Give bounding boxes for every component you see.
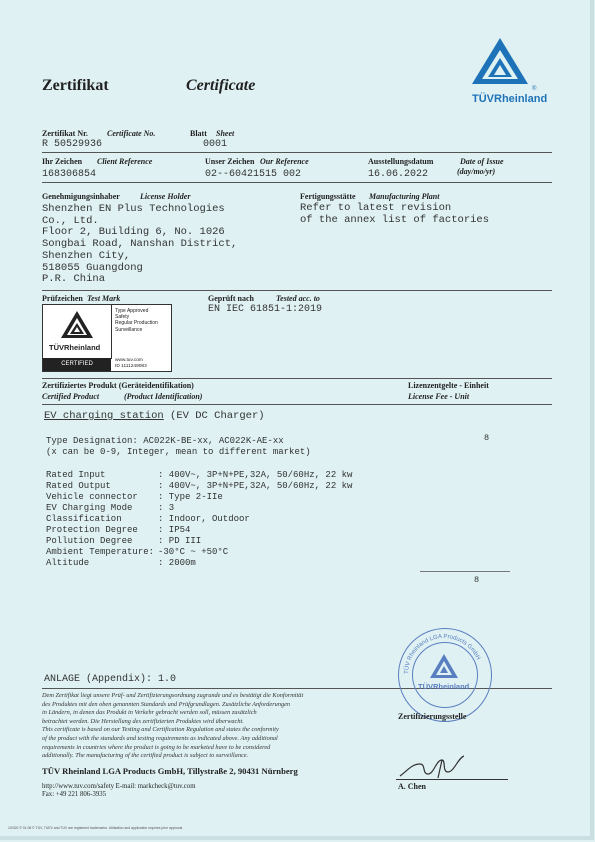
signatory-name: A. Chen [398,782,427,791]
address-line: Floor 2, Building 6, No. 1026 [42,226,225,239]
type-note: (x can be 0-9, Integer, mean to different market) [46,447,311,457]
spec-row [46,536,201,546]
issue-date-value: 16.06.2022 [368,169,429,180]
sheet-label-en: Sheet [216,129,235,138]
client-ref-value: 168306854 [42,169,97,180]
spec-label: Classification [46,514,122,524]
fineprint-line: in Ländern, in denen das Produkt in Verkehr gebracht werden soll, müssen zusätzlich [42,709,257,717]
fineprint-line: This certificate is based on our Testing and Certification Regulation and states the conformity [42,726,279,734]
spec-row [46,503,174,513]
mark-line: Regular Production [115,320,158,327]
mark-line: Safety [115,314,130,321]
divider [42,182,552,183]
spec-label: Rated Input [46,470,106,480]
spec-value: : 400V~, 3P+N+PE,32A, 50/60Hz, 22 kw [158,470,353,480]
test-mark-box [42,304,172,372]
contact-line-1: http://www.tuv.com/safety E-mail: markcheck@tuv.com [42,783,196,790]
mark-line: Type Approved [115,308,149,314]
mark-line: Surveillance [115,326,143,333]
product-label-en2: (Product Identification) [124,392,203,401]
divider [42,290,552,291]
plant-line: of the annex list of factories [300,213,490,226]
fee-underline [420,571,510,572]
spec-value: : 3 [158,503,175,513]
title-english: Certificate [186,77,256,94]
fineprint-line: requirements in countries where the product is going to be marketed have to be considered [42,743,271,751]
license-holder-label-de: Genehmigungsinhaber [42,192,120,201]
company-address: TÜV Rheinland LGA Products GmbH, Tillystraße 2, 90431 Nürnberg [42,766,298,776]
divider [42,378,552,379]
issue-date-format: (day/mo/yr) [457,167,496,176]
test-mark-label-de: Prüfzeichen [42,294,83,303]
tested-acc-label-de: Geprüft nach [208,294,254,303]
fee-label-de: Lizenzentgelte - Einheit [408,381,489,390]
registered-mark: ® [532,86,537,92]
spec-value: : PD III [158,536,202,546]
product-name-suffix: (EV DC Charger) [170,410,265,422]
footer-code: 10/320 © 01.08 © TÜV, TUEV and TUV are registered trademarks. Utilisation and application requires prior approval. [8,826,184,830]
signature-line [396,779,508,780]
seal-brand: TÜVRheinland [418,682,470,691]
our-ref-value: 02--60421515 002 [205,169,302,180]
cert-no-label-de: Zertifikat Nr. [42,129,88,138]
mark-certified-bar: CERTIFIED [43,358,111,371]
address-line: Co., Ltd. [42,214,99,227]
plant-line: Refer to latest revision [300,202,452,214]
spec-label: Altitude [46,558,90,568]
our-ref-label-de: Unser Zeichen [205,157,255,166]
annex-line: ANLAGE (Appendix): 1.0 [44,674,177,685]
tested-acc-label-en: Tested acc. to [276,294,320,303]
spec-row [46,492,223,502]
spec-row [46,481,352,491]
mark-description [115,308,158,333]
license-holder-address [42,204,237,286]
test-mark-logo-cell [43,305,112,359]
divider [42,152,552,153]
client-ref-label-en: Client Reference [97,157,153,166]
fineprint-line: Dem Zertifikat liegt unsere Prüf- und Zertifizierungsordnung zugrunde und es bestätigt die Konformität [42,692,304,699]
fineprint-line: des Produktes mit den oben genannten Standards und Prüfgrundlagen. Zusätzliche Anforderungen [42,700,291,708]
license-holder-label-en: License Holder [140,192,191,201]
tuv-mark-triangle-icon [59,310,95,342]
fee-unit-2: 8 [474,575,480,585]
cert-body-label: Zertifizierungsstelle [398,712,467,721]
mark-brand: TÜVRheinland [49,343,101,352]
spec-value: : 400V~, 3P+N+PE,32A, 50/60Hz, 22 kw [158,481,353,491]
address-line: P.R. China [42,273,106,286]
spec-row [46,525,190,535]
seal-ring-text-icon [398,628,490,720]
address-line: Songbai Road, Nanshan District, [42,238,238,251]
product-name-line [44,410,265,422]
tested-acc-value: EN IEC 61851-1:2019 [208,304,323,315]
fineprint-block [42,692,303,761]
spec-value: : Type 2-IIe [158,492,223,502]
spec-row [46,558,196,568]
seal-ring-text: TÜV Rheinland LGA Products GmbH [403,633,481,675]
title-german: Zertifikat [42,77,109,94]
sheet-value: 0001 [203,139,228,150]
issue-date-label-de: Ausstellungsdatum [368,157,434,166]
spec-label: Rated Output [46,481,111,491]
tuv-brand-text: TÜVRheinland [472,93,548,105]
type-designation: Type Designation: AC022K-BE-xx, AC022K-AE-xx [46,436,284,446]
fineprint-line: betrachtet werden. Die Herstellung des zertifizierten Produktes wird überwacht. [42,717,244,725]
spec-value: : IP54 [158,525,191,535]
issue-date-label-en: Date of Issue [460,157,504,166]
fineprint-line: of the product with the standards and testing requirements as indicated above. Any additional [42,734,278,742]
sheet-label-de: Blatt [190,129,207,138]
mark-id: ID 1111249083 [115,363,147,369]
fineprint-line: additionally. The manufacturing of the certified product is subject to surveillance. [42,752,249,760]
plant-label-en: Manufacturing Plant [369,192,440,201]
product-name: EV charging station [44,410,164,422]
divider [42,404,552,405]
address-line: 518055 Guangdong [42,261,143,274]
spec-label: Pollution Degree [46,536,133,546]
spec-value: : 2000m [158,558,196,568]
spec-row [46,514,250,524]
spec-label: EV Charging Mode [46,503,133,513]
contact-line-2: Fax: +49 221 806-3935 [42,791,107,798]
spec-row [46,547,228,557]
fee-unit-1: 8 [484,433,490,443]
spec-label: Ambient Temperature: [46,547,155,557]
client-ref-label-de: Ihr Zeichen [42,157,83,166]
mark-id-block [115,358,147,370]
fee-label-en: License Fee - Unit [408,392,470,401]
product-label-de: Zertifiziertes Produkt (Geräteidentifikation) [42,381,194,390]
product-label-en: Certified Product [42,392,100,401]
signature-icon [398,752,478,782]
test-mark-label-en: Test Mark [87,294,121,303]
address-line: Shenzhen EN Plus Technologies [42,203,225,215]
mark-url: www.tuv.com [115,358,143,363]
plant-label-de: Fertigungsstätte [300,192,356,201]
spec-label: Protection Degree [46,525,138,535]
cert-no-label-en: Certificate No. [107,129,156,138]
spec-value: : Indoor, Outdoor [158,514,250,524]
our-ref-label-en: Our Reference [260,157,309,166]
plant-text [300,203,489,226]
cert-no-value: R 50529936 [42,139,103,150]
address-line: Shenzhen City, [42,249,131,262]
spec-label: Vehicle connector [46,492,138,502]
spec-value: -30°C ~ +50°C [158,547,229,557]
spec-row [46,470,352,480]
